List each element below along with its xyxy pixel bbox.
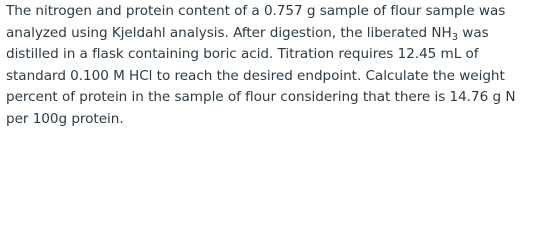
nh3-subscript: 3: [451, 31, 458, 43]
problem-line-3: distilled in a flask containing boric acid. Titration requires 12.45 mL of: [6, 46, 479, 63]
problem-line-2: [6, 23, 532, 45]
problem-line-6: per 100g protein.: [6, 110, 124, 127]
problem-line-2-start: analyzed using Kjeldahl analysis. After digestion, the liberated NH: [6, 24, 452, 41]
problem-line-1: The nitrogen and protein content of a 0.757 g sample of flour sample was: [6, 3, 506, 19]
problem-line-2-end: was: [458, 24, 489, 41]
problem-line-4: standard 0.100 M HCl to reach the desired endpoint. Calculate the weight: [6, 67, 505, 84]
problem-text: [6, 1, 532, 131]
problem-line-5: percent of protein in the sample of flour considering that there is 14.76 g N: [6, 89, 516, 106]
